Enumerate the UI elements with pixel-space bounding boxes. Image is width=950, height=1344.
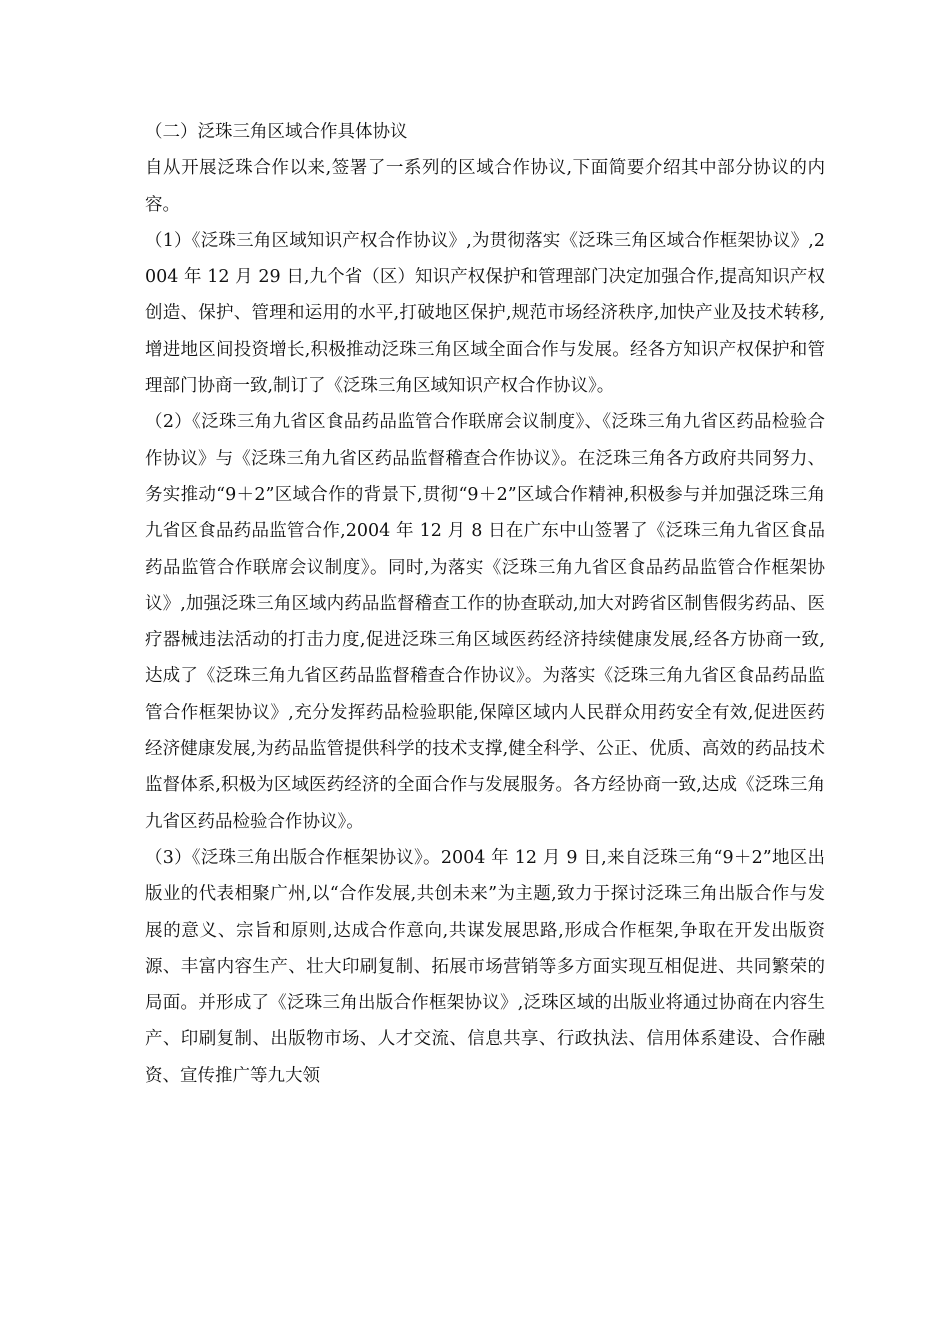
document-body [145,114,825,1094]
agreement-paragraph-3: （3）《泛珠三角出版合作框架协议》。2004 年 12 月 9 日,来自泛珠三角“9＋2”地区出版业的代表相聚广州,以“合作发展,共创未来”为主题,致力于探讨泛珠三角出版合作与发展的意义、宗旨和原则,达成合作意向,共谋发展思路,形成合作框架,争取在开发出版资源、丰富内容生产、壮大印刷复制、拓展市场营销等多方面实现互相促进、共同繁荣的局面。并形成了《泛珠三角出版合作框架协议》,泛珠区域的出版业将通过协商在内容生产、印刷复制、出版物市场、人才交流、信息共享、行政执法、信用体系建设、合作融资、宣传推广等九大领 [145,847,825,1086]
intro-paragraph: 自从开展泛珠合作以来,签署了一系列的区域合作协议,下面简要介绍其中部分协议的内容。 [145,158,825,215]
agreement-paragraph-2: （2）《泛珠三角九省区食品药品监管合作联席会议制度》、《泛珠三角九省区药品检验合作协议》与《泛珠三角九省区药品监督稽查合作协议》。在泛珠三角各方政府共同努力、务实推动“9＋2”区域合作的背景下,贯彻“9＋2”区域合作精神,积极参与并加强泛珠三角九省区食品药品监管合作,2004 年 12 月 8 日在广东中山签署了《泛珠三角九省区食品药品监管合作联席会议制度》。同时,为落实《泛珠三角九省区食品药品监管合作框架协议》,加强泛珠三角区域内药品监督稽查工作的协查联动,加大对跨省区制售假劣药品、医疗器械违法活动的打击力度,促进泛珠三角区域医药经济持续健康发展,经各方协商一致,达成了《泛珠三角九省区药品监督稽查合作协议》。为落实《泛珠三角九省区食品药品监管合作框架协议》,充分发挥药品检验职能,保障区域内人民群众用药安全有效,促进医药经济健康发展,为药品监管提供科学的技术支撑,健全科学、公正、优质、高效的药品技术监督体系,积极为区域医药经济的全面合作与发展服务。各方经协商一致,达成《泛珠三角九省区药品检验合作协议》。 [145,412,825,832]
agreement-paragraph-1: （1）《泛珠三角区域知识产权合作协议》,为贯彻落实《泛珠三角区域合作框架协议》,2004 年 12 月 29 日,九个省（区）知识产权保护和管理部门决定加强合作,提高知识产权创造、保护、管理和运用的水平,打破地区保护,规范市场经济秩序,加快产业及技术转移,增进地区间投资增长,积极推动泛珠三角区域全面合作与发展。经各方知识产权保护和管理部门协商一致,制订了《泛珠三角区域知识产权合作协议》。 [145,230,825,397]
section-heading: （二）泛珠三角区域合作具体协议 [145,122,408,142]
